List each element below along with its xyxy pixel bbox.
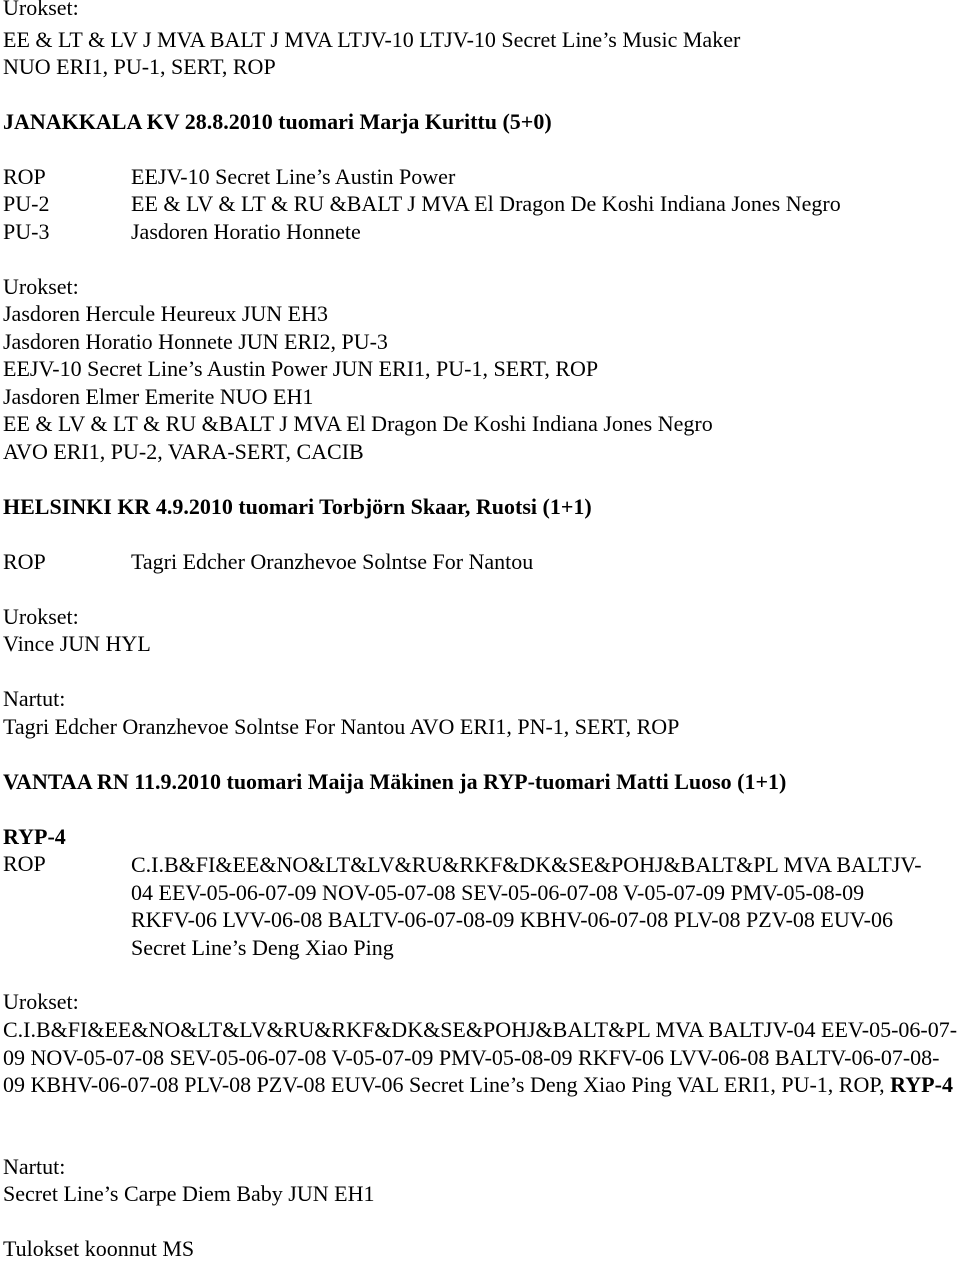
- urokset-label-4: Urokset:: [3, 989, 79, 1014]
- result-paragraph: [3, 1016, 958, 1099]
- show-heading-vantaa: VANTAA RN 11.9.2010 tuomari Maija Mäkinen ja RYP-tuomari Matti Luoso (1+1): [3, 769, 787, 794]
- rop-dog: C.I.B&FI&EE&NO&LT&LV&RU&RKF&DK&SE&POHJ&BALT&PL MVA BALTJV-04 EEV-05-06-07-09 NOV-05-07-08 SEV-05-06-07-08 V-05-07-09 PMV-05-08-09 RKFV-06 LVV-06-08 BALTV-06-07-08-09 KBHV-06-07-08 PLV-08 PZV-08 EUV-06 Secret Line’s Deng Xiao Ping: [131, 852, 922, 960]
- result-line: Tagri Edcher Oranzhevoe Solntse For Nantou AVO ERI1, PN-1, SERT, ROP: [3, 714, 680, 739]
- result-line: Jasdoren Hercule Heureux JUN EH3: [3, 301, 329, 326]
- placing-label: PU-3: [3, 219, 50, 244]
- ryp-label: RYP-4: [3, 824, 66, 849]
- urokset-label-1: Urokset:: [3, 0, 79, 20]
- nartut-label-1: Nartut:: [3, 686, 66, 711]
- result-line: AVO ERI1, PU-2, VARA-SERT, CACIB: [3, 439, 364, 464]
- ryp-badge: RYP-4: [890, 1072, 953, 1097]
- nartut-label-2: Nartut:: [3, 1154, 66, 1179]
- result-line: Jasdoren Horatio Honnete JUN ERI2, PU-3: [3, 329, 388, 354]
- result-line: Secret Line’s Carpe Diem Baby JUN EH1: [3, 1181, 375, 1206]
- placing-dog: EE & LV & LT & RU &BALT J MVA El Dragon De Koshi Indiana Jones Negro: [131, 191, 841, 216]
- result-text: C.I.B&FI&EE&NO&LT&LV&RU&RKF&DK&SE&POHJ&BALT&PL MVA BALTJV-04 EEV-05-06-07-09 NOV-05-07-08 SEV-05-06-07-08 V-05-07-09 PMV-05-08-09 RKFV-06 LVV-06-08 BALTV-06-07-08-09 KBHV-06-07-08 PLV-08 PZV-08 EUV-06 Secret Line’s Deng Xiao Ping VAL ERI1, PU-1, ROP,: [3, 1017, 958, 1097]
- placing-dog: Jasdoren Horatio Honnete: [131, 219, 361, 244]
- rop-label: ROP: [3, 851, 46, 876]
- urokset-label-3: Urokset:: [3, 604, 79, 629]
- rop-label: ROP: [3, 549, 46, 574]
- result-line: Vince JUN HYL: [3, 631, 151, 656]
- urokset-label-2: Urokset:: [3, 274, 79, 299]
- footer-credit: Tulokset koonnut MS: [3, 1236, 195, 1261]
- result-line: Jasdoren Elmer Emerite NUO EH1: [3, 384, 314, 409]
- result-line: EE & LV & LT & RU &BALT J MVA El Dragon De Koshi Indiana Jones Negro: [3, 411, 713, 436]
- placing-label: ROP: [3, 164, 46, 189]
- show-heading-janakkala: JANAKKALA KV 28.8.2010 tuomari Marja Kurittu (5+0): [3, 109, 552, 134]
- placing-dog: EEJV-10 Secret Line’s Austin Power: [131, 164, 456, 189]
- rop-dog: Tagri Edcher Oranzhevoe Solntse For Nantou: [131, 549, 534, 574]
- result-line: EE & LT & LV J MVA BALT J MVA LTJV-10 LTJV-10 Secret Line’s Music Maker: [3, 27, 741, 52]
- result-line: EEJV-10 Secret Line’s Austin Power JUN ERI1, PU-1, SERT, ROP: [3, 356, 599, 381]
- result-line: NUO ERI1, PU-1, SERT, ROP: [3, 54, 276, 79]
- placing-label: PU-2: [3, 191, 50, 216]
- show-heading-helsinki: HELSINKI KR 4.9.2010 tuomari Torbjörn Skaar, Ruotsi (1+1): [3, 494, 592, 519]
